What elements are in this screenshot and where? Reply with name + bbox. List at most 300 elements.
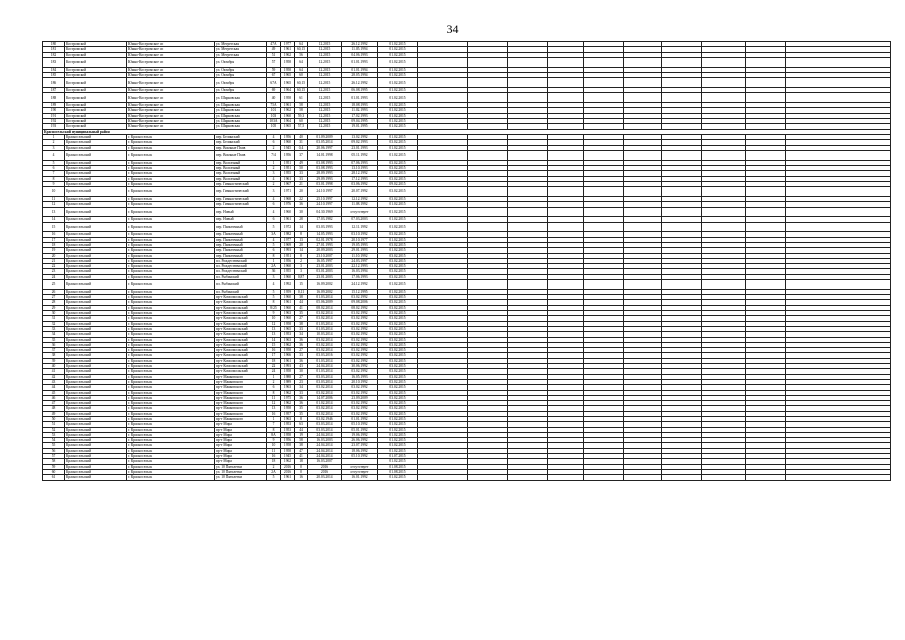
date-cell: 12.2015	[308, 124, 342, 129]
note-cell	[662, 475, 702, 480]
year-cell: 1964	[281, 88, 295, 93]
house-cell: 67	[267, 72, 281, 77]
date-cell: 03.02.2014	[308, 311, 342, 316]
row-number: 36	[43, 342, 65, 347]
date-cell: 03.02.2014	[308, 406, 342, 411]
house-cell: 4	[267, 134, 281, 139]
street-cell: пер. Новый	[215, 217, 267, 222]
street-cell: пл. Рыбинский	[215, 280, 267, 290]
note-cell	[746, 57, 786, 67]
units-cell: 41	[295, 305, 308, 310]
date-cell: 01.02.2015	[378, 145, 418, 150]
row-number: 29	[43, 305, 65, 310]
settlement-cell: Южно-Костромское сп	[127, 78, 215, 88]
settlement-cell: г. Красносельск	[127, 332, 215, 337]
date-cell: 03.01.1998	[308, 181, 342, 186]
units-cell: 0	[295, 464, 308, 469]
street-cell: ул. Шарковская	[215, 113, 267, 118]
date-cell: 03.01.2003	[308, 269, 342, 274]
settlement-cell: г. Красносельск	[127, 374, 215, 379]
units-cell: 61	[295, 93, 308, 103]
date-cell: 03.02.2015	[378, 274, 418, 279]
settlement-cell: Южно-Костромское сп	[127, 67, 215, 72]
row-number: 52	[43, 427, 65, 432]
note-cell	[468, 187, 508, 197]
street-cell: пр-т Мира	[215, 454, 267, 459]
year-cell: 1957	[281, 411, 295, 416]
row-number: 50	[43, 417, 65, 422]
year-cell: 1965	[281, 72, 295, 77]
settlement-cell: г. Красносельск	[127, 475, 215, 480]
house-cell: 51	[267, 52, 281, 57]
year-cell: 1960	[281, 274, 295, 279]
date-cell: 29.09.1993	[308, 176, 342, 181]
units-cell: 21	[295, 181, 308, 186]
note-cell	[418, 187, 468, 197]
street-cell: ул. 10 Пятилетки	[215, 464, 267, 469]
date-cell: 2016	[308, 464, 342, 469]
date-cell: 09.08.2006	[342, 300, 378, 305]
district-cell: Красносельский	[65, 321, 127, 326]
date-cell: 01.02.2015	[378, 443, 418, 448]
date-cell: 09.02.1993	[342, 140, 378, 145]
date-cell: 23.10.2007	[308, 253, 342, 258]
street-cell: пер. Волгачный	[215, 176, 267, 181]
settlement-cell: г. Красносельск	[127, 422, 215, 427]
street-cell: пр-т Мира	[215, 432, 267, 437]
year-cell: 1964	[281, 119, 295, 124]
date-cell: 12.12.1992	[342, 196, 378, 201]
year-cell: 1960	[281, 140, 295, 145]
house-cell: 8	[267, 253, 281, 258]
row-number: 184	[43, 67, 65, 72]
units-cell: 64	[295, 67, 308, 72]
units-cell: 49	[295, 160, 308, 165]
note-cell	[746, 187, 786, 197]
row-number: 14	[43, 217, 65, 222]
settlement-cell: г. Красносельск	[127, 427, 215, 432]
date-cell: 03.03.1993	[308, 222, 342, 232]
note-cell	[548, 207, 584, 217]
date-cell: 03.02.2015	[378, 295, 418, 300]
date-cell: 20.06.1997	[308, 145, 342, 150]
date-cell: 09.02.2015	[378, 181, 418, 186]
units-cell: 38	[295, 295, 308, 300]
district-cell: Красносельский	[65, 222, 127, 232]
note-cell	[584, 187, 624, 197]
year-cell: 2016	[281, 469, 295, 474]
house-cell: 103	[267, 113, 281, 118]
date-cell: 01.02.2015	[378, 207, 418, 217]
house-cell: 8/25	[267, 305, 281, 310]
district-cell: Красносельский	[65, 274, 127, 279]
year-cell: 1965	[281, 124, 295, 129]
district-cell: Красносельский	[65, 475, 127, 480]
street-cell: пр-т Комсомольский	[215, 316, 267, 321]
row-number: 21	[43, 258, 65, 263]
units-cell: 19	[295, 432, 308, 437]
date-cell: 20.10.1992	[342, 379, 378, 384]
date-cell: 03.02.1992	[342, 332, 378, 337]
district-cell: Красносельский	[65, 459, 127, 464]
date-cell: 03.02.1992	[342, 295, 378, 300]
date-cell: 11.02.1993	[342, 108, 378, 113]
street-cell: пер. Гимнастический	[215, 187, 267, 197]
date-cell: отсутствует	[342, 464, 378, 469]
row-number: 28	[43, 300, 65, 305]
year-cell: 1958	[281, 448, 295, 453]
date-cell: 03.02.2015	[378, 165, 418, 170]
street-cell: пр-т Маяковского	[215, 406, 267, 411]
row-number: 19	[43, 248, 65, 253]
year-cell: 1958	[281, 93, 295, 103]
units-cell: 64	[295, 57, 308, 67]
table-row	[43, 150, 891, 160]
note-cell	[418, 280, 468, 290]
date-cell: 03.10.1992	[342, 232, 378, 237]
row-number: 186	[43, 78, 65, 88]
units-cell: 41	[295, 454, 308, 459]
row-number: 2	[43, 140, 65, 145]
date-cell: 12.2015	[308, 93, 342, 103]
date-cell: 03.02.1992	[342, 369, 378, 374]
year-cell: 1993	[281, 364, 295, 369]
house-cell: 2	[267, 145, 281, 150]
note-cell	[702, 78, 746, 88]
units-cell: 44	[295, 427, 308, 432]
units-cell: 64	[295, 42, 308, 47]
year-cell: 1988	[281, 374, 295, 379]
house-cell: 5	[267, 475, 281, 480]
district-cell: Костромской	[65, 78, 127, 88]
units-cell: 58	[295, 438, 308, 443]
street-cell: пер. Белинский	[215, 134, 267, 139]
street-cell: пр-т Маяковского	[215, 385, 267, 390]
house-cell: 7	[267, 422, 281, 427]
year-cell: 1958	[281, 67, 295, 72]
settlement-cell: г. Красносельск	[127, 171, 215, 176]
house-cell: 3	[267, 171, 281, 176]
settlement-cell: г. Красносельск	[127, 187, 215, 197]
table-row	[43, 57, 891, 67]
row-number: 7	[43, 171, 65, 176]
settlement-cell: г. Красносельск	[127, 311, 215, 316]
date-cell: 03.02.2015	[378, 258, 418, 263]
date-cell: 03.02.1992	[342, 337, 378, 342]
date-cell: 02.01.1978	[308, 237, 342, 242]
house-cell: 1	[267, 417, 281, 422]
date-cell: 01.02.2015	[378, 113, 418, 118]
date-cell: 16.09.2002	[308, 289, 342, 294]
table-row	[43, 280, 891, 290]
district-cell: Костромской	[65, 93, 127, 103]
settlement-cell: г. Красносельск	[127, 337, 215, 342]
units-cell: 56	[295, 52, 308, 57]
settlement-cell: Южно-Костромское сп	[127, 124, 215, 129]
house-cell: 16	[267, 411, 281, 416]
units-cell: 0	[295, 469, 308, 474]
date-cell: 01.01.1992	[342, 417, 378, 422]
house-cell: 4	[267, 280, 281, 290]
date-cell: 01.02.2015	[378, 124, 418, 129]
district-cell: Красносельский	[65, 207, 127, 217]
house-cell: 4	[267, 237, 281, 242]
house-cell: 2	[267, 464, 281, 469]
units-cell: 33	[295, 353, 308, 358]
units-cell: 35	[295, 311, 308, 316]
house-cell: 16	[267, 454, 281, 459]
street-cell: пр-т Маяковского	[215, 417, 267, 422]
date-cell: 03.02.2015	[378, 369, 418, 374]
house-cell: 10	[267, 443, 281, 448]
district-cell: Костромской	[65, 103, 127, 108]
street-cell: пр-т Маяковского	[215, 411, 267, 416]
table-row	[43, 187, 891, 197]
date-cell: 12.2015	[308, 103, 342, 108]
date-cell: 01.03.2014	[308, 321, 342, 326]
house-cell: 3А	[267, 232, 281, 237]
row-number: 185	[43, 72, 65, 77]
date-cell: 20.10.1977	[342, 237, 378, 242]
date-cell: 01.01.1993	[342, 57, 378, 67]
units-cell: 40	[295, 134, 308, 139]
street-cell: пл. Рыбинский	[215, 274, 267, 279]
units-cell: 47	[295, 448, 308, 453]
date-cell: 03.02.2015	[378, 364, 418, 369]
date-cell: 03.02.2015	[378, 140, 418, 145]
house-cell: 9	[267, 311, 281, 316]
row-number: 46	[43, 395, 65, 400]
date-cell: 03.02.2015	[378, 353, 418, 358]
district-cell: Красносельский	[65, 326, 127, 331]
house-cell: 11	[267, 395, 281, 400]
note-cell	[702, 207, 746, 217]
year-cell: 1962	[281, 390, 295, 395]
note-cell	[584, 280, 624, 290]
house-cell: 7/4	[267, 150, 281, 160]
street-cell: пер. Вокзные Пхив	[215, 150, 267, 160]
house-cell: 59	[267, 67, 281, 72]
year-cell: 1961	[281, 475, 295, 480]
street-cell: пр-т Комсомольский	[215, 300, 267, 305]
street-cell: пр-т Маяковского	[215, 395, 267, 400]
date-cell: 03.02.1992	[342, 385, 378, 390]
date-cell: 03.08.1993	[308, 165, 342, 170]
row-number: 59	[43, 464, 65, 469]
district-cell: Красносельский	[65, 379, 127, 384]
note-cell	[702, 93, 746, 103]
date-cell: 10.03.2014	[308, 332, 342, 337]
date-cell: 11.05.1994	[342, 47, 378, 52]
district-cell: Красносельский	[65, 469, 127, 474]
date-cell: 16.01.1992	[342, 475, 378, 480]
street-cell: пр-т Комсомольский	[215, 311, 267, 316]
settlement-cell: г. Красносельск	[127, 289, 215, 294]
settlement-cell: г. Красносельск	[127, 326, 215, 331]
row-number: 193	[43, 124, 65, 129]
note-cell	[786, 475, 891, 480]
date-cell: 12.2015	[308, 72, 342, 77]
units-cell: 34	[295, 385, 308, 390]
date-cell: отсутствует	[342, 469, 378, 474]
units-cell: 36	[295, 358, 308, 363]
year-cell: 1958	[281, 432, 295, 437]
note-cell	[786, 57, 891, 67]
date-cell: 14.05.1993	[308, 232, 342, 237]
units-cell: 30	[295, 369, 308, 374]
street-cell: ул. Мегрегская	[215, 42, 267, 47]
street-cell: пер. Гимнастический	[215, 202, 267, 207]
row-number: 30	[43, 311, 65, 316]
year-cell: 1956	[281, 258, 295, 263]
units-cell: 16	[295, 475, 308, 480]
note-cell	[418, 78, 468, 88]
note-cell	[584, 475, 624, 480]
date-cell: 03.03.2014	[308, 374, 342, 379]
date-cell: 03.02.2015	[378, 176, 418, 181]
date-cell: 03.02.2015	[378, 358, 418, 363]
housing-register-sheet	[42, 41, 880, 481]
row-number: 10	[43, 187, 65, 197]
row-number: 33	[43, 326, 65, 331]
house-cell: 8	[267, 390, 281, 395]
date-cell: 16.03.2003	[308, 438, 342, 443]
district-cell: Красносельский	[65, 258, 127, 263]
street-cell: ул. 10 Пятилетки	[215, 469, 267, 474]
house-cell: 13	[267, 326, 281, 331]
date-cell: 03.03.2014	[308, 379, 342, 384]
year-cell: 1958	[281, 443, 295, 448]
house-cell: 13	[267, 406, 281, 411]
date-cell: 01.02.2015	[378, 57, 418, 67]
street-cell: пр-т Мира	[215, 443, 267, 448]
settlement-cell: г. Красносельск	[127, 395, 215, 400]
note-cell	[786, 78, 891, 88]
row-number: 181	[43, 47, 65, 52]
date-cell: 03.02.1992	[342, 326, 378, 331]
date-cell: 01.02.2015	[378, 222, 418, 232]
street-cell: пер. Пильтичный	[215, 237, 267, 242]
note-cell	[702, 57, 746, 67]
settlement-cell: г. Красносельск	[127, 406, 215, 411]
street-cell: пер. Гимнастический	[215, 196, 267, 201]
units-cell: 22	[295, 196, 308, 201]
note-cell	[508, 78, 548, 88]
settlement-cell: г. Красносельск	[127, 196, 215, 201]
district-cell: Красносельский	[65, 237, 127, 242]
note-cell	[624, 475, 662, 480]
settlement-cell: г. Красносельск	[127, 222, 215, 232]
date-cell: 03.02.2015	[378, 401, 418, 406]
year-cell: 1956	[281, 438, 295, 443]
settlement-cell: г. Красносельск	[127, 454, 215, 459]
row-number: 41	[43, 369, 65, 374]
date-cell: 25.10.1997	[308, 196, 342, 201]
date-cell: 04.06.1993	[342, 52, 378, 57]
settlement-cell: Южно-Костромское сп	[127, 47, 215, 52]
note-cell	[624, 93, 662, 103]
settlement-cell: г. Красносельск	[127, 160, 215, 165]
street-cell: пр-т Мира	[215, 448, 267, 453]
date-cell: 01.02.2015	[378, 248, 418, 253]
year-cell: 1955	[281, 171, 295, 176]
house-cell: 6	[267, 217, 281, 222]
row-number: 22	[43, 264, 65, 269]
settlement-cell: г. Красносельск	[127, 316, 215, 321]
house-cell: 101	[267, 108, 281, 113]
street-cell: ул. Шарковская	[215, 93, 267, 103]
note-cell	[746, 280, 786, 290]
units-cell: 0,11	[295, 289, 308, 294]
house-cell: 11	[267, 448, 281, 453]
district-cell: Костромской	[65, 88, 127, 93]
note-cell	[418, 475, 468, 480]
street-cell: ул. Шарковская	[215, 103, 267, 108]
house-cell: 4	[267, 196, 281, 201]
date-cell: 17.12.1993	[342, 176, 378, 181]
section-heading: Красносельский муниципальный район	[43, 129, 891, 134]
date-cell: 24.04.2014	[308, 448, 342, 453]
house-cell: 4	[267, 176, 281, 181]
street-cell: ул. Шарковская	[215, 108, 267, 113]
district-cell: Красносельский	[65, 422, 127, 427]
date-cell: 03.02.1992	[342, 406, 378, 411]
date-cell: 08.02.2014	[308, 305, 342, 310]
date-cell: 12.2015	[308, 42, 342, 47]
table-row	[43, 475, 891, 480]
street-cell: пр-т Комсомольский	[215, 342, 267, 347]
note-cell	[786, 93, 891, 103]
district-cell: Красносельский	[65, 332, 127, 337]
date-cell: 03.02.2015	[378, 316, 418, 321]
date-cell: 03.02.2015	[378, 171, 418, 176]
street-cell: пер. Пильтичный	[215, 222, 267, 232]
date-cell: 16.03.1994	[342, 269, 378, 274]
year-cell: 1958	[281, 369, 295, 374]
district-cell: Красносельский	[65, 187, 127, 197]
note-cell	[746, 78, 786, 88]
street-cell: ул. Мегрегская	[215, 47, 267, 52]
row-number: 44	[43, 385, 65, 390]
date-cell: 03.02.2015	[378, 232, 418, 237]
note-cell	[548, 187, 584, 197]
row-number: 16	[43, 232, 65, 237]
district-cell: Красносельский	[65, 160, 127, 165]
district-cell: Красносельский	[65, 295, 127, 300]
note-cell	[786, 187, 891, 197]
row-number: 60	[43, 469, 65, 474]
note-cell	[468, 93, 508, 103]
row-number: 39	[43, 358, 65, 363]
units-cell: 8	[295, 253, 308, 258]
row-number: 17	[43, 237, 65, 242]
house-cell: 17	[267, 353, 281, 358]
settlement-cell: г. Красносельск	[127, 459, 215, 464]
date-cell: 17.06.1993	[342, 274, 378, 279]
year-cell: 1951	[281, 165, 295, 170]
street-cell: пр-т Комсомольский	[215, 295, 267, 300]
date-cell: 03.02.2014	[308, 342, 342, 347]
note-cell	[662, 57, 702, 67]
date-cell: 01.02.2015	[378, 475, 418, 480]
row-number: 189	[43, 103, 65, 108]
note-cell	[548, 222, 584, 232]
date-cell: 07.06.1993	[342, 160, 378, 165]
date-cell: 03.05.2014	[308, 140, 342, 145]
date-cell: 03.02.2014	[308, 390, 342, 395]
settlement-cell: г. Красносельск	[127, 438, 215, 443]
table-row	[43, 93, 891, 103]
